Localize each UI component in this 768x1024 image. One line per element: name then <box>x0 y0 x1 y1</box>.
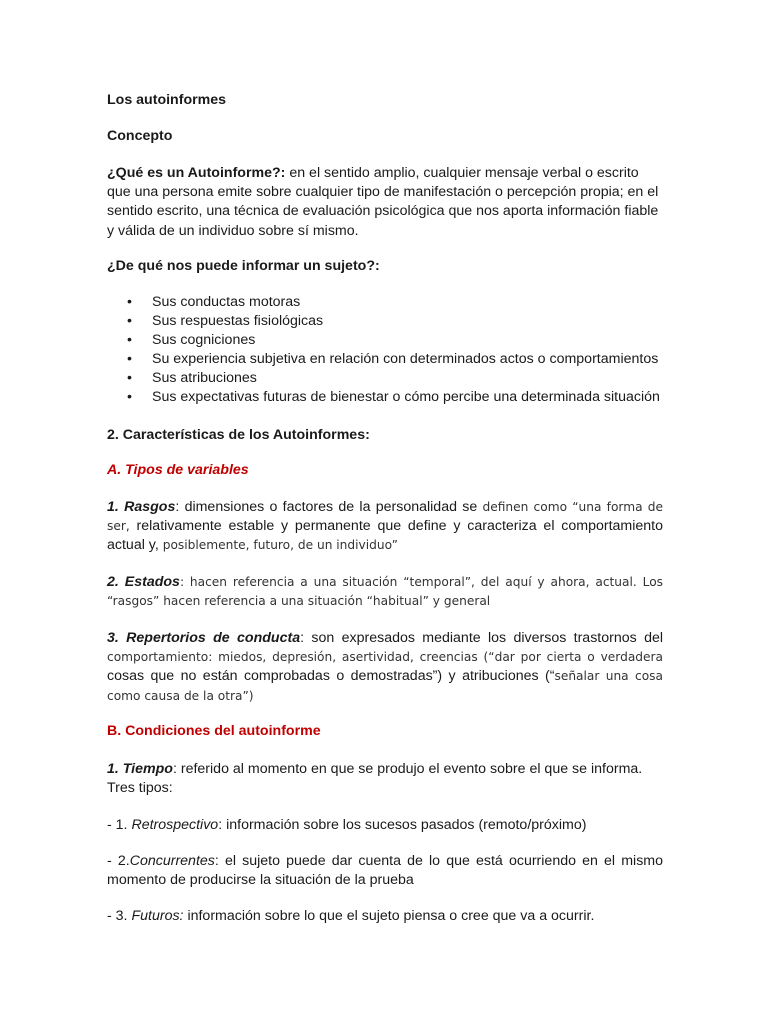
definition-paragraph <box>107 164 663 241</box>
futuros-label: Futuros: <box>131 908 184 924</box>
futuros-item: - 3. Futuros: información sobre lo que el sujeto piensa o cree que va a ocurrir. <box>107 908 595 924</box>
retrospectivo-label: Retrospectivo <box>131 817 219 833</box>
list-item: • Sus respuestas fisiológicas <box>127 313 324 329</box>
tiempo-label: 1. Tiempo <box>107 761 173 777</box>
list-item: • Su experiencia subjetiva en relación con determinados actos o comportamientos <box>127 351 659 367</box>
retrospectivo-item: - 1. Retrospectivo: información sobre los sucesos pasados (remoto/próximo) <box>107 817 587 833</box>
sectionB-heading: B. Condiciones del autoinforme <box>107 723 321 739</box>
bullet-icon: • <box>127 313 132 329</box>
list-item: • Sus cogniciones <box>127 332 256 348</box>
bullet-icon: • <box>127 389 132 405</box>
definition-text: en el sentido amplio, cualquier mensaje verbal o escrito que una persona emite sobre cualquier tipo de manifestación o percepción propia; en el sentido escrito, una técnica de evaluación psicológica que nos aporta información fiable y válida de un individuo sobre sí mismo. <box>107 165 659 239</box>
tiempo-paragraph: 1. Tiempo: referido al momento en que se produjo el evento sobre el que se informa. Tres tipos: <box>107 761 643 797</box>
rasgos-paragraph: 1. Rasgos: dimensiones o factores de la personalidad se definen como “una forma de ser, relativamente estable y permanente que define y caracteriza el comportamiento actual y, posiblemente, futuro, de un individuo” <box>107 499 663 554</box>
list-item: • Sus atribuciones <box>127 370 257 386</box>
inform-list <box>107 293 663 407</box>
section2-heading: 2. Características de los Autoinformes: <box>107 427 370 443</box>
estados-label: 2. Estados <box>107 574 180 590</box>
bullet-icon: • <box>127 351 132 367</box>
repertorios-paragraph: 3. Repertorios de conducta: son expresados mediante los diversos trastornos del comportamiento: miedos, depresión, asertividad, creencias (“dar por cierta o verdadera cosas que no están comprobadas o demostradas”) y atribuciones (“señalar una cosa como causa de la otra”) <box>107 630 663 703</box>
concept-heading: Concepto <box>107 128 173 144</box>
rasgos-label: 1. Rasgos <box>107 499 176 515</box>
concurrentes-item: - 2.Concurrentes: el sujeto puede dar cuenta de lo que está ocurriendo en el mismo momento de producirse la situación de la prueba <box>107 853 663 889</box>
bullet-icon: • <box>127 294 132 310</box>
definition-label: ¿Qué es un Autoinforme?: <box>107 165 286 181</box>
inform-question: ¿De qué nos puede informar un sujeto?: <box>107 258 380 274</box>
repertorios-label: 3. Repertorios de conducta <box>107 630 301 646</box>
list-item: • Sus expectativas futuras de bienestar o cómo percibe una determinada situación <box>127 389 660 405</box>
bullet-icon: • <box>127 332 132 348</box>
sectionA-heading: A. Tipos de variables <box>107 462 249 478</box>
concurrentes-label: Concurrentes <box>129 853 215 869</box>
document-title: Los autoinformes <box>107 92 227 108</box>
bullet-icon: • <box>127 370 132 386</box>
list-item: • Sus conductas motoras <box>127 294 301 310</box>
estados-paragraph: 2. Estados: hacen referencia a una situación “temporal”, del aquí y ahora, actual. Los “rasgos” hacen referencia a una situación “habitual” y general <box>107 574 663 609</box>
